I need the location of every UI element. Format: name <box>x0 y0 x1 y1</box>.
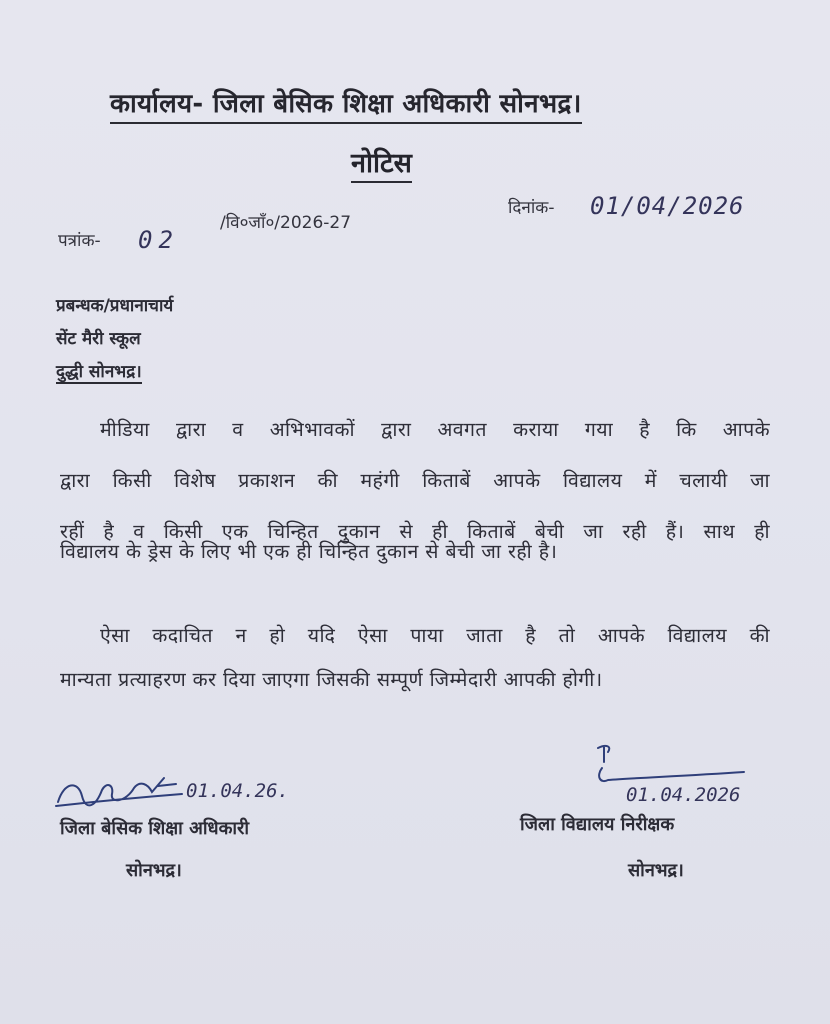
right-signatory-place: सोनभद्र। <box>628 860 684 881</box>
left-signature-date: 01.04.26. <box>186 780 289 802</box>
addressee-line3: दुद्धी सोनभद्र। <box>56 359 142 384</box>
office-heading: कार्यालय- जिला बेसिक शिक्षा अधिकारी सोनभद्र। <box>110 84 582 124</box>
left-signatory-title: जिला बेसिक शिक्षा अधिकारी <box>60 818 250 839</box>
paragraph1-line1: मीडिया द्वारा व अभिभावकों द्वारा अवगत कराया गया है कि आपके <box>100 418 770 441</box>
ref-number: 02 <box>138 226 179 254</box>
date-value: 01/04/2026 <box>590 192 745 220</box>
paragraph1-line2: द्वारा किसी विशेष प्रकाशन की महंगी किताबें आपके विद्यालय में चलायी जा <box>60 469 770 492</box>
ref-suffix: /वि०जाँ०/2026-27 <box>220 213 352 233</box>
addressee-line1: प्रबन्धक/प्रधानाचार्य <box>56 296 174 316</box>
paragraph1-line3: रहीं है व किसी एक चिन्हित दुकान से ही किताबें बेची जा रही हैं। साथ ही <box>60 520 770 543</box>
right-signatory-title: जिला विद्यालय निरीक्षक <box>520 814 675 835</box>
paragraph1-line4: विद्यालय के ड्रेस के लिए भी एक ही चिन्हित दुकान से बेची जा रही है। <box>60 540 558 563</box>
paragraph2-line2: मान्यता प्रत्याहरण कर दिया जाएगा जिसकी सम्पूर्ण जिम्मेदारी आपकी होगी। <box>60 668 603 691</box>
paragraph2-line1: ऐसा कदाचित न हो यदि ऐसा पाया जाता है तो आपके विद्यालय की <box>100 624 770 647</box>
date-label: दिनांक- <box>508 198 555 218</box>
ref-label: पत्रांक- <box>58 231 101 251</box>
left-signatory-place: सोनभद्र। <box>126 860 182 881</box>
right-signature-date: 01.04.2026 <box>626 784 741 806</box>
addressee-line2: सेंट मैरी स्कूल <box>56 329 141 349</box>
notice-title: नोटिस <box>351 143 412 183</box>
signature-scribble-left <box>52 772 192 812</box>
